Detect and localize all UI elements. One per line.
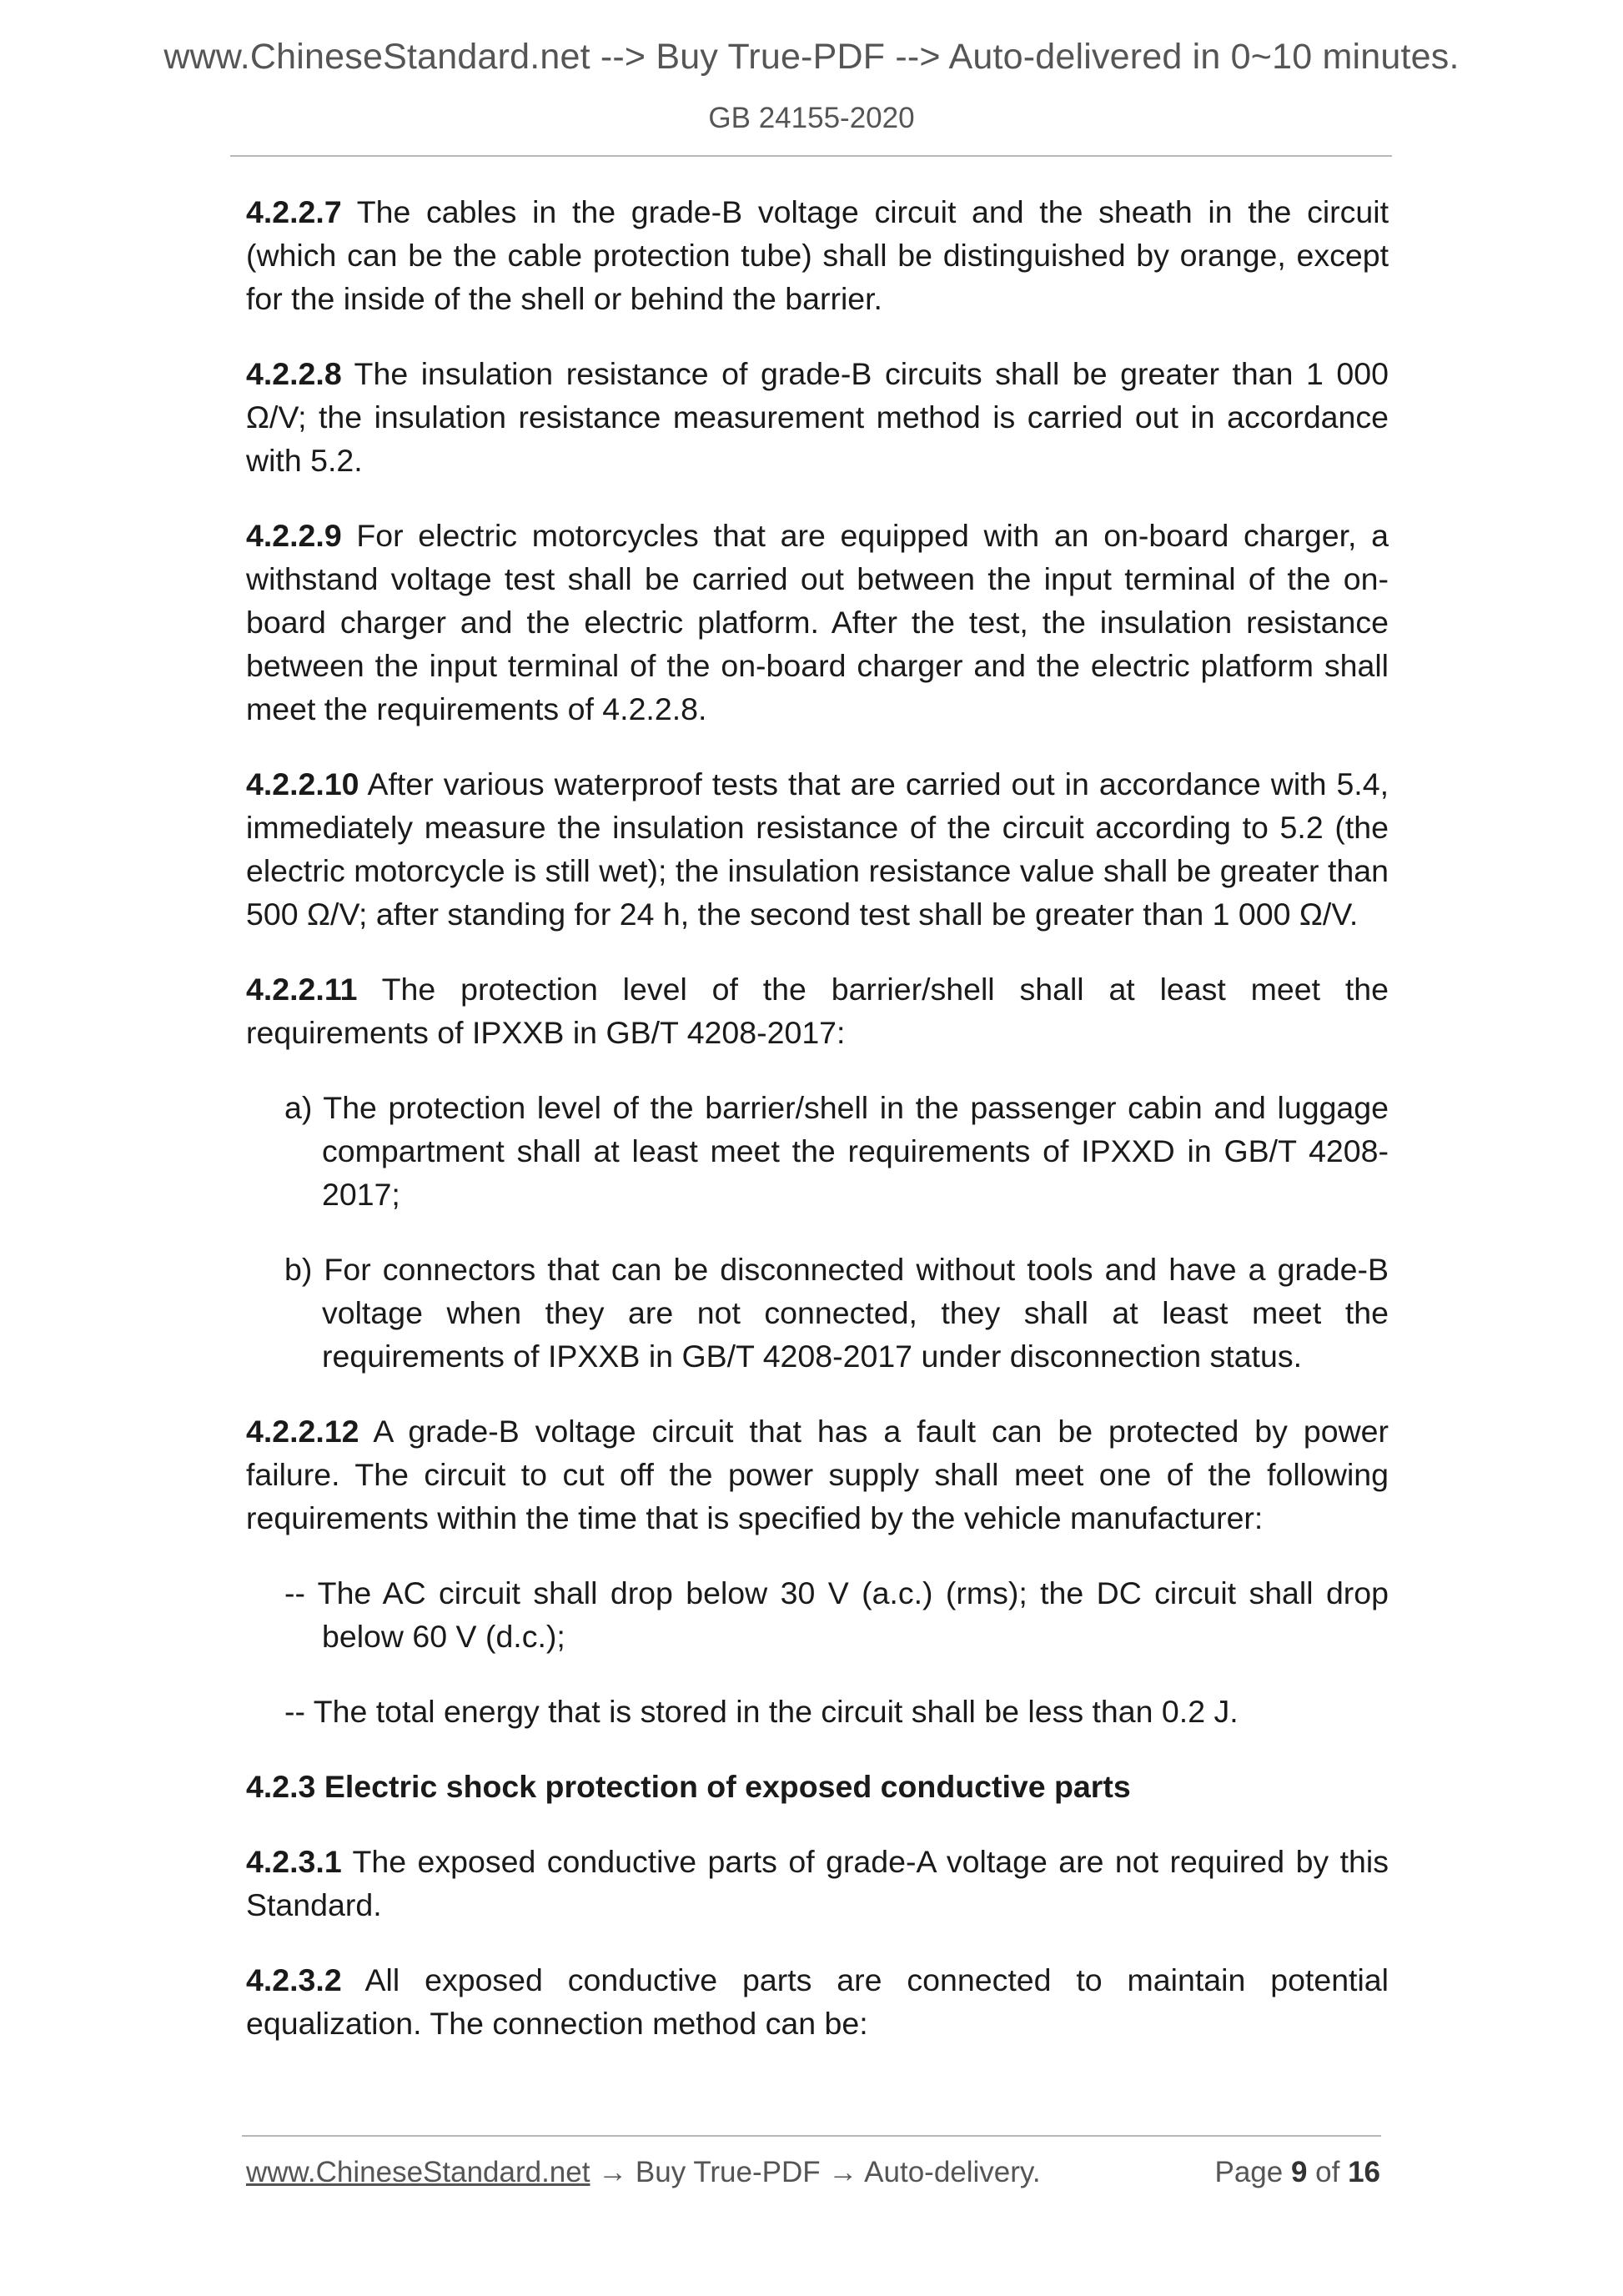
clause-number: 4.2.2.8 bbox=[246, 356, 342, 391]
clause-4-2-2-10 bbox=[246, 762, 1389, 936]
clause-number: 4.2.2.12 bbox=[246, 1414, 359, 1449]
clause-number: 4.2.3.2 bbox=[246, 1962, 342, 1997]
clause-4-2-2-7 bbox=[246, 190, 1389, 320]
footer-tagline: → Buy True-PDF → Auto-delivery. bbox=[590, 2156, 1041, 2188]
of-label: of bbox=[1307, 2156, 1349, 2188]
list-item-b: b) For connectors that can be disconnected without tools and have a grade-B voltage when they are not connected, they shall at least meet the requirements of IPXXB in GB/T 4208-2017 under disconnection status. bbox=[284, 1252, 1389, 1374]
clause-4-2-2-11 bbox=[246, 967, 1389, 1054]
clause-text: All exposed conductive parts are connected to maintain potential equalization. The connection method can be: bbox=[246, 1962, 1389, 2041]
clause-text: The insulation resistance of grade-B circuits shall be greater than 1 000 Ω/V; the insulation resistance measurement method is carried out in accordance with 5.2. bbox=[246, 356, 1389, 478]
page-label: Page bbox=[1214, 2156, 1291, 2188]
footer-divider bbox=[242, 2135, 1381, 2137]
dash-item-2: -- The total energy that is stored in the circuit shall be less than 0.2 J. bbox=[284, 1694, 1239, 1729]
clause-text: The protection level of the barrier/shell shall at least meet the requirements of IPXXB in GB/T 4208-2017: bbox=[246, 972, 1389, 1050]
clause-text: For electric motorcycles that are equipped with an on-board charger, a withstand voltage test shall be carried out between the input terminal of the on-board charger and the electric platform. After the test, the insulation resistance between the input terminal of the on-board charger and the electric platform shall meet the requirements of 4.2.2.8. bbox=[246, 518, 1389, 726]
page-total: 16 bbox=[1348, 2156, 1380, 2188]
clause-4-2-3-2 bbox=[246, 1958, 1389, 2045]
clause-text: A grade-B voltage circuit that has a fault can be protected by power failure. The circuit to cut off the power supply shall meet one of the following requirements within the time that is specified by the vehicle manufacturer: bbox=[246, 1414, 1389, 1535]
clause-text: The cables in the grade-B voltage circuit and the sheath in the circuit (which can be the cable protection tube) shall be distinguished by orange, except for the inside of the shell or behind the barrier. bbox=[246, 194, 1389, 316]
top-banner: www.ChineseStandard.net --> Buy True-PDF --> Auto-delivered in 0~10 minutes. bbox=[163, 37, 1460, 77]
clause-number: 4.2.2.10 bbox=[246, 766, 359, 801]
page-indicator bbox=[1214, 2156, 1380, 2189]
clause-number: 4.2.2.9 bbox=[246, 518, 342, 553]
list-item-a: a) The protection level of the barrier/shell in the passenger cabin and luggage compartment shall at least meet the requirements of IPXXD in GB/T 4208-2017; bbox=[284, 1090, 1389, 1212]
standard-code: GB 24155-2020 bbox=[708, 102, 915, 134]
clause-4-2-2-8 bbox=[246, 352, 1389, 482]
header-divider bbox=[230, 155, 1392, 157]
page-number: 9 bbox=[1290, 2156, 1308, 2188]
clause-number: 4.2.2.7 bbox=[246, 194, 342, 229]
clause-text: The exposed conductive parts of grade-A voltage are not required by this Standard. bbox=[246, 1844, 1389, 1922]
clause-number: 4.2.2.11 bbox=[246, 972, 358, 1007]
clause-4-2-3-1 bbox=[246, 1840, 1389, 1927]
footer-left bbox=[246, 2156, 1041, 2189]
document-body bbox=[246, 190, 1389, 2077]
dash-item-1: -- The AC circuit shall drop below 30 V (a.c.) (rms); the DC circuit shall drop below 60 V (d.c.); bbox=[284, 1575, 1389, 1654]
clause-4-2-2-9 bbox=[246, 514, 1389, 731]
clause-number: 4.2.3.1 bbox=[246, 1844, 342, 1879]
footer-site-link[interactable]: www.ChineseStandard.net bbox=[246, 2156, 590, 2188]
clause-text: After various waterproof tests that are carried out in accordance with 5.4, immediately measure the insulation resistance of the circuit according to 5.2 (the electric motorcycle is still wet); the insulation resistance value shall be greater than 500 Ω/V; after standing for 24 h, the second test shall be greater than 1 000 Ω/V. bbox=[246, 766, 1389, 932]
clause-4-2-2-12 bbox=[246, 1409, 1389, 1540]
section-heading-4-2-3: 4.2.3 Electric shock protection of exposed conductive parts bbox=[246, 1769, 1131, 1804]
